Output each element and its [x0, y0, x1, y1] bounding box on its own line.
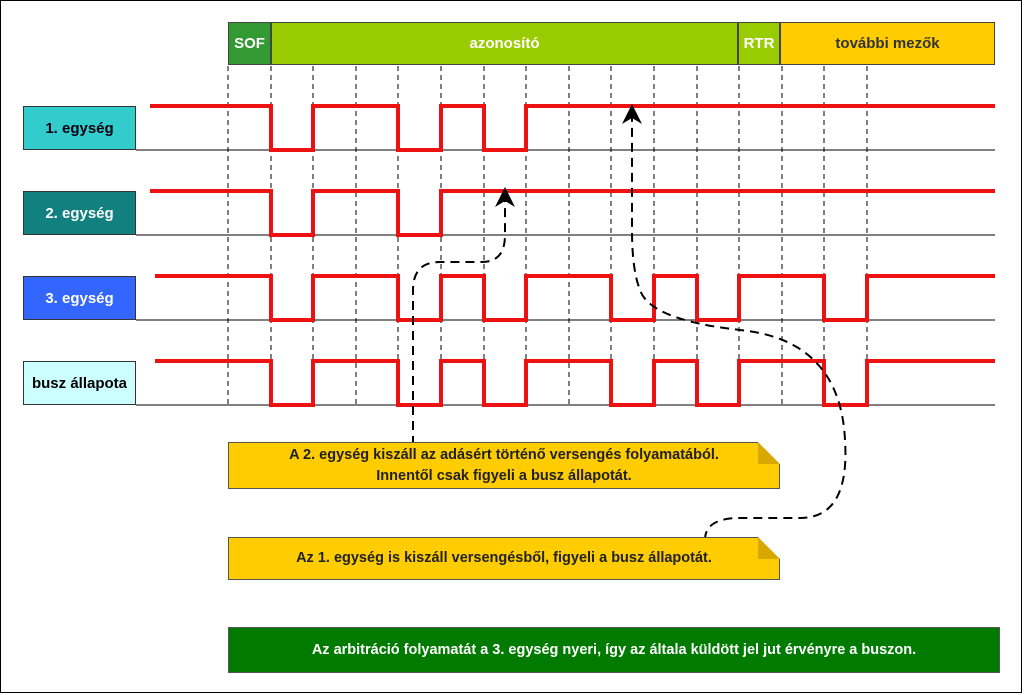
note-fold-icon — [758, 537, 780, 559]
field-sof: SOF — [228, 22, 271, 65]
lane-label-unit2: 2. egység — [23, 191, 136, 235]
note-fold-icon — [758, 442, 780, 464]
signal-unit3 — [155, 276, 995, 320]
note-unit2-dropout — [228, 442, 780, 489]
note1-line1: A 2. egység kiszáll az adásért történő versengés folyamatából. — [289, 446, 719, 463]
lane-label-unit1: 1. egység — [23, 106, 136, 150]
signal-bus — [155, 361, 995, 405]
note-unit1-dropout — [228, 537, 780, 580]
signal-unit2 — [150, 191, 995, 235]
note2-text: Az 1. egység is kiszáll versengésből, figyeli a busz állapotát. — [296, 550, 712, 566]
lane-label-unit3: 3. egység — [23, 276, 136, 320]
signal-waveforms — [150, 106, 995, 405]
field-further: további mezők — [780, 22, 995, 65]
note1-line2: Innentől csak figyeli a busz állapotát. — [376, 467, 632, 484]
bit-grid — [228, 66, 867, 406]
lane-label-bus: busz állapota — [23, 361, 136, 405]
signal-unit1 — [150, 106, 995, 150]
note3-text: Az arbitráció folyamatát a 3. egység nyeri, így az általa küldött jel jut érvényre a buszon. — [311, 641, 917, 658]
field-rtr: RTR — [738, 22, 780, 65]
note-unit3-wins — [228, 627, 1000, 673]
field-identifier: azonosító — [271, 22, 738, 65]
